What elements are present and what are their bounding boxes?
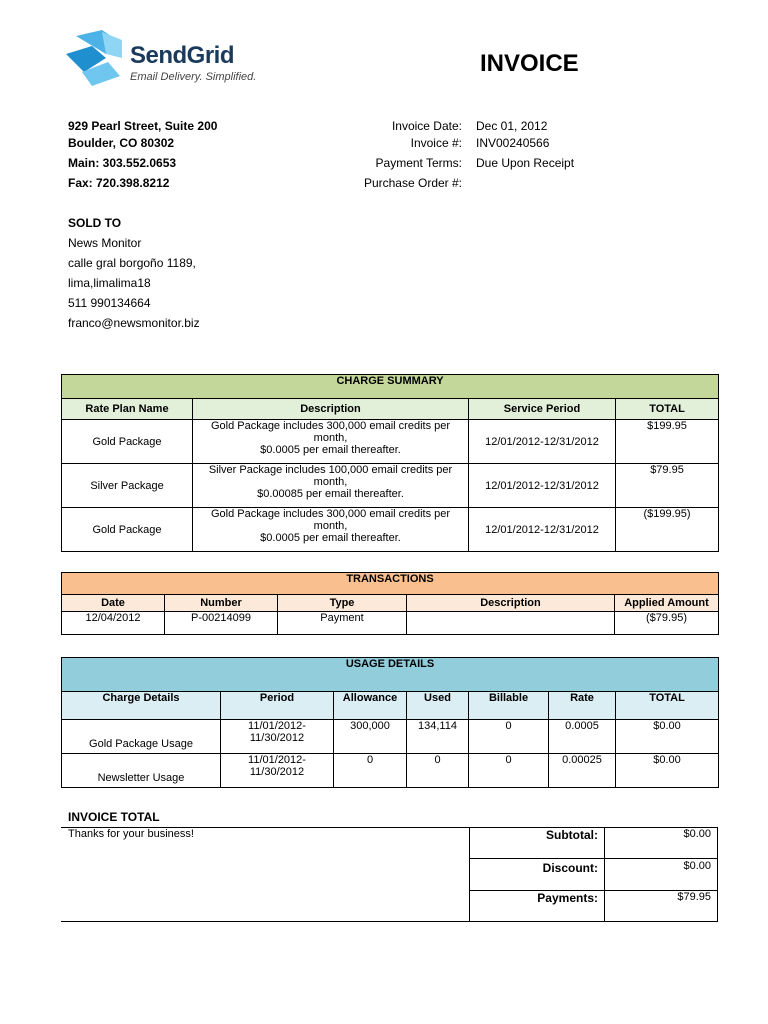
allowance: 300,000 [334,720,407,754]
logo-wordmark: SendGrid [130,42,235,69]
transaction-type: Payment [278,612,407,635]
billable: 0 [469,754,549,788]
description-line: $0.0005 per email thereafter. [260,532,401,544]
usage-details-title: USAGE DETAILS [62,658,719,692]
allowance: 0 [334,754,407,788]
invoice-number-label: Invoice #: [410,136,462,150]
usage-details-table [61,657,719,788]
period-line: 11/30/2012 [249,732,305,744]
plan-description [193,508,469,552]
usage-total: $0.00 [616,720,719,754]
column-header: Number [165,595,278,612]
column-header: Rate Plan Name [62,399,193,420]
table-row [62,612,719,635]
sendgrid-logo [62,28,262,88]
rate-plan-name: Gold Package [62,420,193,464]
company-address-line2: Boulder, CO 80302 [68,136,175,150]
divider [61,921,718,922]
column-header: Description [407,595,615,612]
invoice-date-label: Invoice Date: [391,119,462,133]
purchase-order-label: Purchase Order #: [363,176,462,190]
period-line: 11/30/2012 [249,766,305,778]
column-header: Billable [469,692,549,720]
column-header: Description [193,399,469,420]
plan-description [193,420,469,464]
service-period: 12/01/2012-12/31/2012 [469,464,616,508]
usage-total: $0.00 [616,754,719,788]
column-header: Applied Amount [615,595,719,612]
column-header: TOTAL [616,692,719,720]
plan-description [193,464,469,508]
divider [469,858,718,859]
sold-to-line: lima,limalima18 [68,276,151,290]
used: 0 [407,754,469,788]
column-header: Type [278,595,407,612]
divider [717,827,718,921]
applied-amount: ($79.95) [615,612,719,635]
transactions-table [61,572,719,635]
service-period: 12/01/2012-12/31/2012 [469,508,616,552]
column-header: Service Period [469,399,616,420]
charge-details: Gold Package Usage [62,720,221,754]
table-row [62,720,719,754]
subtotal-value: $0.00 [683,828,711,840]
sold-to-line: 511 990134664 [68,296,151,310]
company-address-line1: 929 Pearl Street, Suite 200 [68,119,218,133]
sold-to-line: News Monitor [68,236,142,250]
logo-tagline: Email Delivery. Simplified. [130,71,257,83]
charge-summary-title: CHARGE SUMMARY [62,375,719,399]
rate: 0.0005 [549,720,616,754]
description-line: $0.0005 per email thereafter. [260,444,401,456]
discount-value: $0.00 [683,860,711,872]
company-fax: Fax: 720.398.8212 [68,176,170,190]
sold-to-email: franco@newsmonitor.biz [68,316,200,330]
sold-to-line: calle gral borgoño 1189, [68,256,196,270]
thanks-message: Thanks for your business! [68,828,194,840]
discount-label: Discount: [542,861,598,875]
column-header: Allowance [334,692,407,720]
column-header: Period [221,692,334,720]
line-total: $199.95 [616,420,719,464]
table-row [62,508,719,552]
rate-plan-name: Gold Package [62,508,193,552]
description-line: Silver Package includes 100,000 email credits per month, [208,464,453,488]
description-line: Gold Package includes 300,000 email credits per month, [210,508,451,532]
used: 134,114 [407,720,469,754]
charge-details: Newsletter Usage [62,754,221,788]
rate: 0.00025 [549,754,616,788]
description-line: Gold Package includes 300,000 email credits per month, [210,420,451,444]
usage-period [221,720,334,754]
service-period: 12/01/2012-12/31/2012 [469,420,616,464]
subtotal-label: Subtotal: [546,828,598,842]
sendgrid-logo-icon [62,28,128,88]
invoice-number-value: INV00240566 [476,136,550,150]
transaction-number: P-00214099 [165,612,278,635]
payments-value: $79.95 [677,891,711,903]
payment-terms-label: Payment Terms: [375,156,462,170]
usage-period [221,754,334,788]
transaction-description [407,612,615,635]
billable: 0 [469,720,549,754]
period-line: 11/01/2012- [248,754,306,766]
column-header: Rate [549,692,616,720]
line-total: $79.95 [616,464,719,508]
column-header: TOTAL [616,399,719,420]
column-header: Charge Details [62,692,221,720]
rate-plan-name: Silver Package [62,464,193,508]
transactions-title: TRANSACTIONS [62,573,719,595]
column-header: Date [62,595,165,612]
payment-terms-value: Due Upon Receipt [476,156,575,170]
column-header: Used [407,692,469,720]
invoice-total-heading: INVOICE TOTAL [68,810,160,824]
table-row [62,754,719,788]
period-line: 11/01/2012- [248,720,306,732]
description-line: $0.00085 per email thereafter. [257,488,404,500]
sold-to-heading: SOLD TO [68,216,122,230]
table-row [62,420,719,464]
transaction-date: 12/04/2012 [62,612,165,635]
company-phone: Main: 303.552.0653 [68,156,177,170]
invoice-title: INVOICE [480,50,579,77]
charge-summary-table [61,374,719,552]
table-row [62,464,719,508]
payments-label: Payments: [537,891,598,905]
divider [604,827,605,921]
invoice-date-value: Dec 01, 2012 [476,119,548,133]
line-total: ($199.95) [616,508,719,552]
